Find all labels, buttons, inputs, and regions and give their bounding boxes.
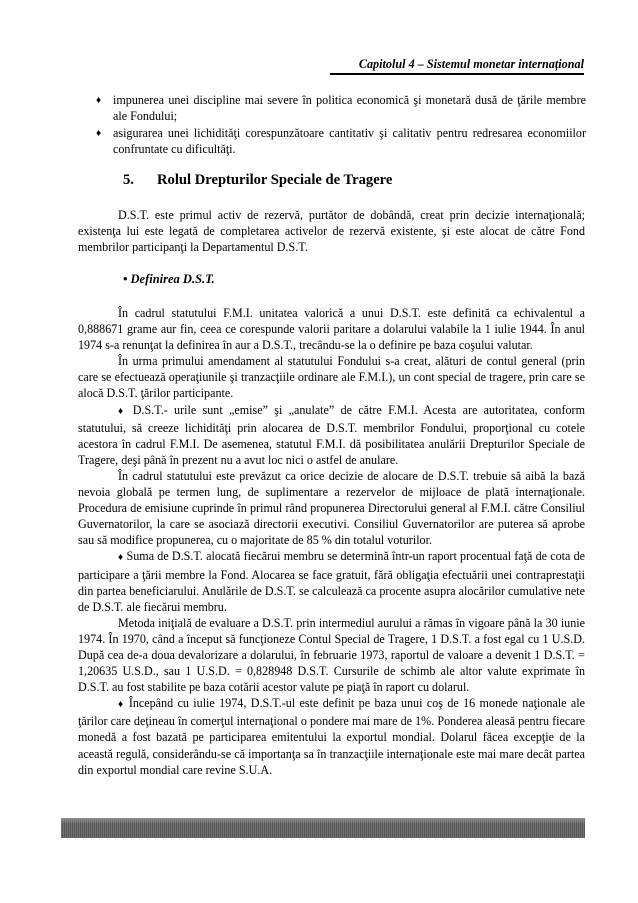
intro-paragraph	[78, 207, 585, 255]
paragraph	[78, 353, 585, 401]
paragraph	[78, 615, 585, 695]
subheading: • Definirea D.S.T.	[123, 272, 215, 286]
paragraph-text: În cadrul statutului F.M.I. unitatea valorică a unui D.S.T. este definită ca echivalentul a 0,888671 grame aur fin, ceea ce corespunde valorii paritare a dolarului valabile la 1 iulie 1944. În anul 1974 s-a renunţat la definirea în aur a D.S.T., trecându-se la o definire pe baza coşului valutar.	[78, 306, 585, 353]
header-rule	[330, 73, 584, 75]
running-head: Capitolul 4 – Sistemul monetar internațional	[358, 57, 584, 71]
paragraph	[78, 402, 585, 468]
bullet-text: impunerea unei discipline mai severe în politica economică şi monetară dusă de ţările membre ale Fondului;	[113, 93, 586, 123]
section-number: 5.	[123, 172, 134, 188]
diamond-bullet-icon: ♦	[96, 95, 102, 106]
paragraph-text: Începând cu iulie 1974, D.S.T.-ul este definit pe baza unui coş de 16 monede naţionale ale ţărilor care deţineau în comerţul internaţional o pondere mai mare de 1%. Ponderea aleasă pentru fiecare monedă a fost bazată pe participarea emitentului la exportul mondial. Dolarul făcea excepţie de la această regulă, considerându-se că importanţa sa în tranzacţiile internaţionale este mai mare decât partea din exportul mondial care revine S.U.A.	[78, 696, 585, 777]
diamond-bullet-icon: ♦	[118, 699, 125, 711]
paragraph-text: În cadrul statutului este prevăzut ca orice decizie de alocare de D.S.T. trebuie să aibă la bază nevoia globală pe termen lung, de suplimentare a rezervelor de mijloace de plată internaţionale. Procedura de emisiune cuprinde în primul rând propunerea Directorului general al F.M.I. către Consiliul Guvernatorilor, la care se asociază directorii executivi. Consiliul Guvernatorilor are puterea să aprobe sau să modifice propunerea, cu o majoritate de 85 % din totalul voturilor.	[78, 468, 585, 548]
paragraph	[78, 548, 585, 614]
section-title: Rolul Drepturilor Speciale de Tragere	[157, 172, 393, 188]
paragraph-text: D.S.T. este primul activ de rezervă, purtător de dobândă, creat prin decizie internaţională; existenţa lui este legată de completarea activelor de rezervă existente, şi este alocat de către Fond membrilor participanţi la Departamentul D.S.T.	[78, 208, 585, 255]
bullet-text: asigurarea unei lichidităţi corespunzătoare cantitativ şi calitativ pentru redresarea economiilor confruntate cu dificultăţi.	[113, 126, 586, 156]
diamond-bullet-icon: ♦	[118, 552, 124, 564]
diamond-bullet-icon: ♦	[96, 128, 102, 139]
body-text	[78, 305, 585, 778]
paragraph-text: D.S.T.- urile sunt „emise” şi „anulate” de către F.M.I. Acesta are autoritatea, conform statutului, să creeze lichidităţi prin alocarea de D.S.T. membrilor Fondului, proporţional cu cotele acestora în cadrul F.M.I. De asemenea, statutul F.M.I. dă posibilitatea anulării Drepturilor Speciale de Tragere, deşi până în prezent nu a avut loc nici o astfel de anulare.	[78, 402, 585, 467]
paragraph-text: Metoda iniţială de evaluare a D.S.T. prin intermediul aurului a rămas în vigoare până la 30 iunie 1974. În 1970, când a început să funcţioneze Contul Special de Tragere, 1 D.S.T. a fost egal cu 1 U.S.D. După cea de-a doua devalorizare a dolarului, în februarie 1973, raportul de valoare a devenit 1 D.S.T. = 1,20635 U.S.D., sau 1 U.S.D. = 0,828948 D.S.T. Cursurile de schimb ale altor valute exprimate în D.S.T. au fost stabilite pe baza cotării acestor valute pe piaţă în raport cu dolarul.	[78, 615, 585, 695]
section-heading	[123, 172, 392, 189]
paragraph	[78, 305, 585, 353]
paragraph	[78, 468, 585, 548]
diamond-bullet-icon: ♦	[118, 405, 127, 417]
footer-band	[61, 818, 585, 838]
paragraph-text: În urma primului amendament al statutului Fondului s-a creat, alături de contul general (prin care se efectuează operaţiunile şi tranzacţiile ordinare ale F.M.I.), un cont special de tragere, prin care se alocă D.S.T. ţărilor participante.	[78, 354, 585, 401]
paragraph-text: Suma de D.S.T. alocată fiecărui membru se determină într-un raport procentual faţă de cota de participare a ţării membre la Fond. Alocarea se face gratuit, fără obligaţia efectuării unei contraprestaţii din partea beneficiarului. Anulările de D.S.T. se calculează ca procente asupra alocărilor cumulative nete de D.S.T. ale fiecărui membru.	[78, 549, 585, 614]
paragraph	[78, 695, 585, 777]
bullet-item	[96, 92, 586, 124]
bullet-item	[96, 125, 586, 157]
